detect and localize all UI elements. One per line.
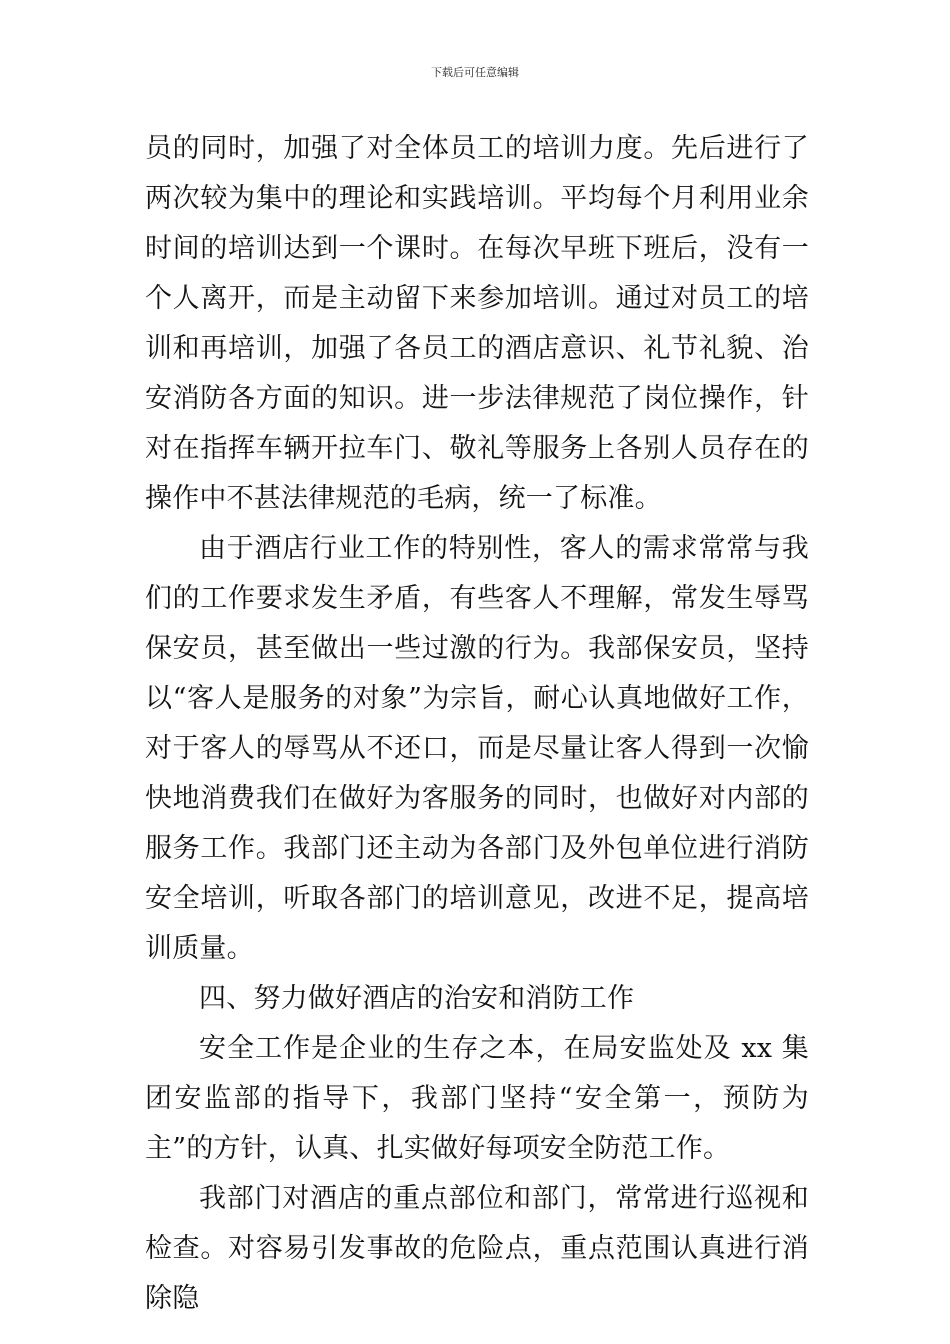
paragraph-training: 员的同时，加强了对全体员工的培训力度。先后进行了两次较为集中的理论和实践培训。平均每个月利用业余时间的培训达到一个课时。在每次早班下班后，没有一个人离开，而是主动留下来参加培训。通过对员工的培训和再培训，加强了各员工的酒店意识、礼节礼貌、治安消防各方面的知识。进一步法律规范了岗位操作，针对在指挥车辆开拉车门、敬礼等服务上各别人员存在的操作中不甚法律规范的毛病，统一了标准。 bbox=[145, 133, 809, 514]
paragraph-customer-service: 由于酒店行业工作的特别性，客人的需求常常与我们的工作要求发生矛盾，有些客人不理解，常发生辱骂保安员，甚至做出一些过激的行为。我部保安员，坚持以“客人是服务的对象”为宗旨，耐心认真地做好工作，对于客人的辱骂从不还口，而是尽量让客人得到一次愉快地消费我们在做好为客服务的同时，也做好对内部的服务工作。我部门还主动为各部门及外包单位进行消防安全培训，听取各部门的培训意见，改进不足，提高培训质量。 bbox=[145, 533, 809, 964]
paragraph-inspection: 我部门对酒店的重点部位和部门，常常进行巡视和检查。对容易引发事故的危险点，重点范围认真进行消除隐 bbox=[145, 1183, 809, 1314]
document-body bbox=[145, 124, 809, 1324]
section-heading-security-fire: 四、努力做好酒店的治安和消防工作 bbox=[199, 983, 635, 1014]
page-header: 下载后可任意编辑 bbox=[431, 66, 519, 79]
paragraph-safety-policy: 安全工作是企业的生存之本，在局安监处及 xx 集团安监部的指导下，我部门坚持“安全第一，预防为主”的方针，认真、扎实做好每项安全防范工作。 bbox=[145, 1033, 809, 1164]
